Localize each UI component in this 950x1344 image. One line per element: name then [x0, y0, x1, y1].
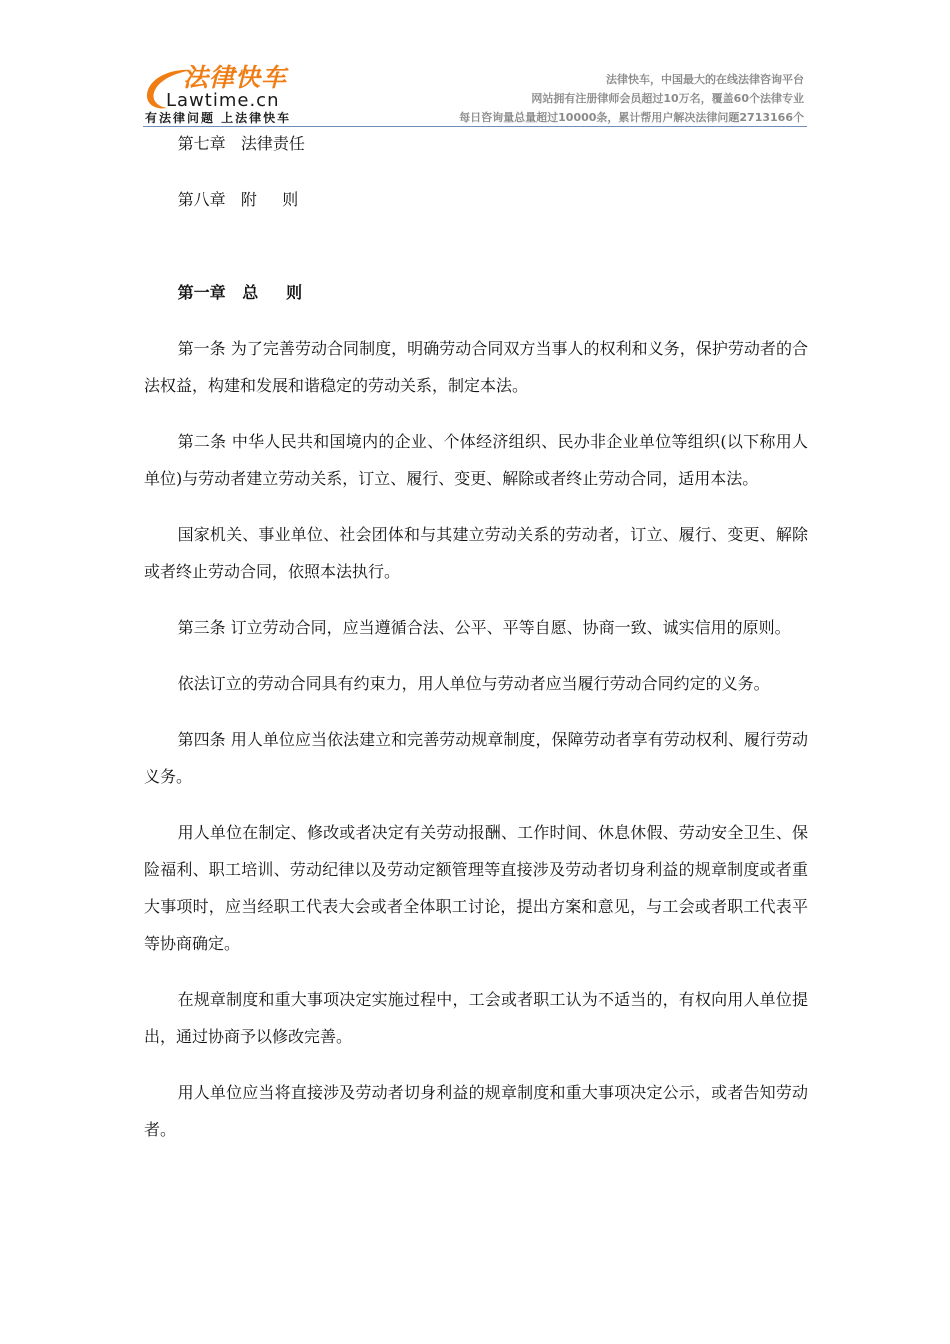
- article-paragraph: 在规章制度和重大事项决定实施过程中，工会或者职工认为不适当的，有权向用人单位提出，通过协商予以修改完善。: [144, 990, 808, 1046]
- logo-chinese-name: 法律快车: [183, 63, 288, 92]
- article-paragraph: 用人单位在制定、修改或者决定有关劳动报酬、工作时间、休息休假、劳动安全卫生、保险福利、职工培训、劳动纪律以及劳动定额管理等直接涉及劳动者切身利益的规章制度或者重大事项时，应当经职工代表大会或者全体职工讨论，提出方案和意见，与工会或者职工代表平等协商确定。: [144, 823, 808, 953]
- tagline-line-1: 法律快车，中国最大的在线法律咨询平台: [606, 73, 804, 86]
- logo-english-name: Lawtime.cn: [166, 90, 280, 111]
- toc-item: 第八章 附 则: [177, 190, 299, 209]
- tagline-line-3: 每日咨询量总量超过10000条，累计帮用户解决法律问题2713166个: [459, 111, 804, 124]
- article-paragraph: 用人单位应当将直接涉及劳动者切身利益的规章制度和重大事项决定公示，或者告知劳动者。: [144, 1083, 808, 1139]
- lawtime-logo[interactable]: [143, 62, 318, 128]
- page-header: [143, 62, 807, 128]
- chapter-title: 第一章 总 则: [177, 283, 303, 302]
- tagline-line-2: 网站拥有注册律师会员超过10万名，覆盖60个法律专业: [531, 92, 804, 105]
- article-paragraph: 依法订立的劳动合同具有约束力，用人单位与劳动者应当履行劳动合同约定的义务。: [177, 674, 770, 693]
- article-paragraph: 第四条 用人单位应当依法建立和完善劳动规章制度，保障劳动者享有劳动权利、履行劳动义务。: [144, 730, 808, 786]
- article-paragraph: 第三条 订立劳动合同，应当遵循合法、公平、平等自愿、协商一致、诚实信用的原则。: [177, 618, 791, 637]
- article-paragraph: 第二条 中华人民共和国境内的企业、个体经济组织、民办非企业单位等组织(以下称用人单位)与劳动者建立劳动关系，订立、履行、变更、解除或者终止劳动合同，适用本法。: [144, 432, 808, 488]
- toc-item: 第七章 法律责任: [177, 134, 305, 153]
- article-paragraph: 国家机关、事业单位、社会团体和与其建立劳动关系的劳动者，订立、履行、变更、解除或者终止劳动合同，依照本法执行。: [144, 525, 808, 581]
- article-paragraph: 第一条 为了完善劳动合同制度，明确劳动合同双方当事人的权利和义务，保护劳动者的合法权益，构建和发展和谐稳定的劳动关系，制定本法。: [144, 339, 808, 395]
- document-body: [144, 125, 808, 1167]
- header-tagline: [459, 70, 804, 127]
- logo-slogan: 有法律问题 上法律快车: [145, 111, 292, 125]
